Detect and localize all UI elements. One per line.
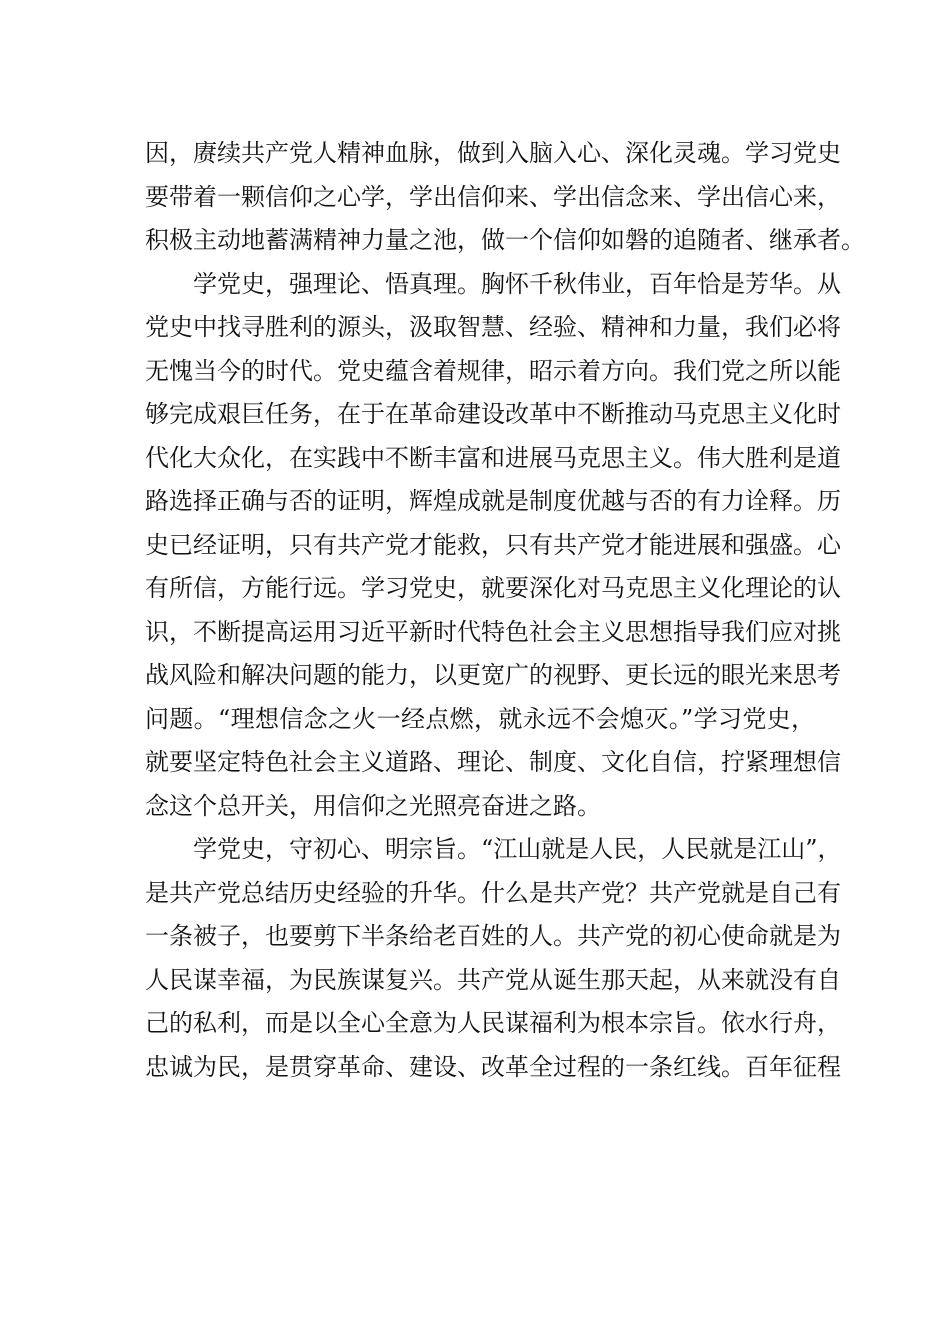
text-line: 是共产党总结历史经验的升华。什么是共产党？共产党就是自己有 <box>145 878 841 907</box>
text-line: 史已经证明，只有共产党才能救，只有共产党才能进展和强盛。心 <box>145 530 841 559</box>
text-line: 无愧当今的时代。党史蕴含着规律，昭示着方向。我们党之所以能 <box>145 356 841 385</box>
text-line: 党史中找寻胜利的源头，汲取智慧、经验、精神和力量，我们必将 <box>145 313 841 341</box>
text-line: 够完成艰巨任务，在于在革命建设改革中不断推动马克思主义化时 <box>145 400 841 428</box>
text-line: 忠诚为民，是贯穿革命、建设、改革全过程的一条红线。百年征程 <box>145 1052 841 1081</box>
text-line: 战风险和解决问题的能力，以更宽广的视野、更长远的眼光来思考 <box>145 661 841 689</box>
text-line: 己的私利，而是以全心全意为人民谋福利为根本宗旨。依水行舟， <box>145 1009 841 1037</box>
text-line: 要带着一颗信仰之心学，学出信仰来、学出信念来、学出信心来， <box>145 182 841 211</box>
paragraph-start-line: 学党史，守初心、明宗旨。“江山就是人民，人民就是江山”， <box>193 835 842 863</box>
text-line: 路选择正确与否的证明，辉煌成就是制度优越与否的有力诠释。历 <box>145 487 841 515</box>
text-line: 识，不断提高运用习近平新时代特色社会主义思想指导我们应对挑 <box>145 617 841 646</box>
text-line: 积极主动地蓄满精神力量之池，做一个信仰如磐的追随者、继承者。 <box>145 226 865 254</box>
text-line: 念这个总开关，用信仰之光照亮奋进之路。 <box>145 791 601 820</box>
text-line: 就要坚定特色社会主义道路、理论、制度、文化自信，拧紧理想信 <box>145 748 841 776</box>
text-line: 因，赓续共产党人精神血脉，做到入脑入心、深化灵魂。学习党史 <box>145 139 841 167</box>
body-text <box>145 132 865 1089</box>
text-line: 一条被子，也要剪下半条给老百姓的人。共产党的初心使命就是为 <box>145 922 841 950</box>
text-line: 代化大众化，在实践中不断丰富和进展马克思主义。伟大胜利是道 <box>145 443 841 472</box>
text-line: 有所信，方能行远。学习党史，就要深化对马克思主义化理论的认 <box>145 574 841 602</box>
paragraph-start-line: 学党史，强理论、悟真理。胸怀千秋伟业，百年恰是芳华。从 <box>193 269 841 298</box>
text-line: 人民谋幸福，为民族谋复兴。共产党从诞生那天起，从来就没有自 <box>145 965 841 994</box>
text-line: 问题。“理想信念之火一经点燃，就永远不会熄灭。”学习党史， <box>145 704 815 733</box>
